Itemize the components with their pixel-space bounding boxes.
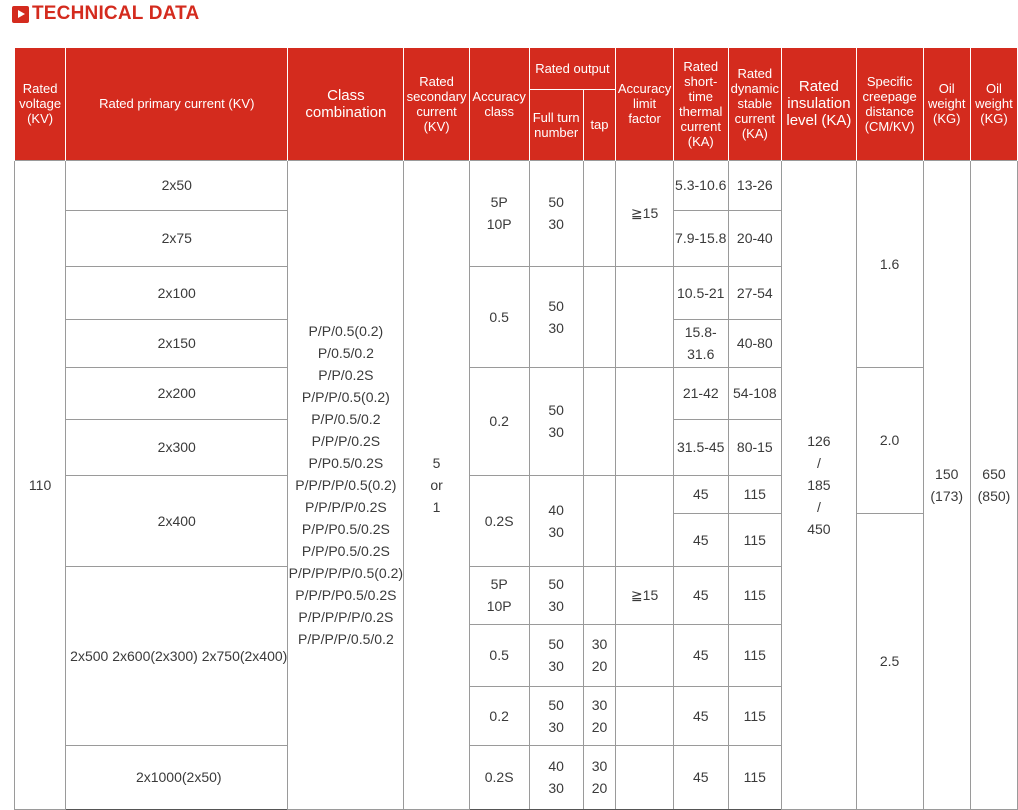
dynamic-current-cell: 13-26 — [728, 160, 782, 210]
primary-current-cell: 2x150 — [66, 319, 288, 367]
play-square-icon — [12, 6, 29, 23]
tap-cell — [583, 160, 615, 266]
tap-cell: 30 20 — [583, 624, 615, 686]
header-dynamic-current: Rated dynamic stable current (KA) — [728, 48, 782, 160]
dynamic-current-cell: 115 — [728, 745, 782, 809]
dynamic-current-cell: 80-15 — [728, 419, 782, 475]
limit-factor-cell — [616, 686, 674, 745]
dynamic-current-cell: 115 — [728, 475, 782, 513]
limit-factor-cell — [616, 745, 674, 809]
header-rated-secondary-current: Rated secondary current (KV) — [404, 48, 469, 160]
primary-current-cell: 2x50 — [66, 160, 288, 210]
technical-data-table — [14, 48, 1018, 810]
thermal-current-cell: 10.5-21 — [673, 266, 728, 319]
full-turn-cell: 50 30 — [529, 160, 583, 266]
limit-factor-cell: ≧15 — [616, 160, 674, 266]
full-turn-cell: 50 30 — [529, 266, 583, 367]
thermal-current-cell: 5.3-10.6 — [673, 160, 728, 210]
section-title: TECHNICAL DATA — [32, 3, 200, 24]
thermal-current-cell: 7.9-15.8 — [673, 210, 728, 266]
primary-current-cell: 2x75 — [66, 210, 288, 266]
section-heading — [12, 3, 199, 25]
primary-current-cell: 2x200 — [66, 367, 288, 419]
thermal-current-cell: 45 — [673, 624, 728, 686]
limit-factor-cell: ≧15 — [616, 566, 674, 624]
header-oil-weight-1: Oil weight (KG) — [923, 48, 970, 160]
tap-cell — [583, 566, 615, 624]
limit-factor-cell — [616, 475, 674, 566]
tap-cell: 30 20 — [583, 686, 615, 745]
header-oil-weight-2: Oil weight (KG) — [970, 48, 1017, 160]
accuracy-class-cell: 5P 10P — [469, 566, 529, 624]
header-thermal-current: Rated short-time thermal current (KA) — [673, 48, 728, 160]
accuracy-class-cell: 5P 10P — [469, 160, 529, 266]
dynamic-current-cell: 115 — [728, 566, 782, 624]
creepage-cell: 2.0 — [856, 367, 923, 513]
dynamic-current-cell: 54-108 — [728, 367, 782, 419]
tap-cell — [583, 475, 615, 566]
full-turn-cell: 50 30 — [529, 367, 583, 475]
creepage-cell: 1.6 — [856, 160, 923, 367]
tap-cell — [583, 266, 615, 367]
primary-current-cell: 2x100 — [66, 266, 288, 319]
limit-factor-cell — [616, 367, 674, 475]
thermal-current-cell: 45 — [673, 745, 728, 809]
primary-current-cell: 2x1000(2x50) — [66, 745, 288, 809]
accuracy-class-cell: 0.5 — [469, 624, 529, 686]
tap-cell — [583, 367, 615, 475]
thermal-current-cell: 45 — [673, 475, 728, 513]
limit-factor-cell — [616, 624, 674, 686]
oil-weight-1-cell: 150 (173) — [923, 160, 970, 809]
dynamic-current-cell: 115 — [728, 686, 782, 745]
rated-voltage-cell: 110 — [15, 160, 66, 809]
thermal-current-cell: 15.8-31.6 — [673, 319, 728, 367]
dynamic-current-cell: 40-80 — [728, 319, 782, 367]
oil-weight-2-cell: 650 (850) — [970, 160, 1017, 809]
limit-factor-cell — [616, 266, 674, 367]
full-turn-cell: 40 30 — [529, 475, 583, 566]
primary-current-cell: 2x300 — [66, 419, 288, 475]
header-creepage-distance: Specific creepage distance (CM/KV) — [856, 48, 923, 160]
header-accuracy-class: Accuracy class — [469, 48, 529, 160]
header-class-combination: Class combination — [288, 48, 404, 160]
header-tap: tap — [583, 89, 615, 160]
header-rated-primary-current: Rated primary current (KV) — [66, 48, 288, 160]
header-rated-output: Rated output — [529, 48, 616, 89]
full-turn-cell: 50 30 — [529, 624, 583, 686]
dynamic-current-cell: 27-54 — [728, 266, 782, 319]
accuracy-class-cell: 0.5 — [469, 266, 529, 367]
thermal-current-cell: 45 — [673, 513, 728, 566]
full-turn-cell: 50 30 — [529, 566, 583, 624]
accuracy-class-cell: 0.2S — [469, 745, 529, 809]
dynamic-current-cell: 20-40 — [728, 210, 782, 266]
tap-cell: 30 20 — [583, 745, 615, 809]
accuracy-class-cell: 0.2 — [469, 686, 529, 745]
header-rated-voltage: Rated voltage (KV) — [15, 48, 66, 160]
full-turn-cell: 50 30 — [529, 686, 583, 745]
full-turn-cell: 40 30 — [529, 745, 583, 809]
insulation-level-cell: 126 / 185 / 450 — [782, 160, 857, 809]
header-full-turn-number: Full turn number — [529, 89, 583, 160]
accuracy-class-cell: 0.2 — [469, 367, 529, 475]
class-combination-cell: P/P/0.5(0.2) P/0.5/0.2 P/P/0.2S P/P/P/0.5(0.2) P/P/0.5/0.2 P/P/P/0.2S P/P0.5/0.2S P/P/P/P/0.5(0.2) P/P/P/P/0.2S P/P/P0.5/0.2S P/P/P0.5/0.2S P/P/P/P/P/0.5(0.2) P/P/P/P0.5/0.2S P/P/P/P/P/0.2S P/P/P/P/0.5/0.2 — [288, 160, 404, 809]
primary-current-cell: 2x500 2x600(2x300) 2x750(2x400) — [66, 566, 288, 745]
thermal-current-cell: 45 — [673, 566, 728, 624]
thermal-current-cell: 45 — [673, 686, 728, 745]
primary-current-cell: 2x400 — [66, 475, 288, 566]
thermal-current-cell: 31.5-45 — [673, 419, 728, 475]
table-body — [15, 160, 1018, 809]
thermal-current-cell: 21-42 — [673, 367, 728, 419]
accuracy-class-cell: 0.2S — [469, 475, 529, 566]
header-insulation-level: Rated insulation level (KA) — [782, 48, 857, 160]
dynamic-current-cell: 115 — [728, 624, 782, 686]
creepage-cell: 2.5 — [856, 513, 923, 809]
header-accuracy-limit-factor: Accuracy limit factor — [616, 48, 674, 160]
secondary-current-cell: 5 or 1 — [404, 160, 469, 809]
dynamic-current-cell: 115 — [728, 513, 782, 566]
